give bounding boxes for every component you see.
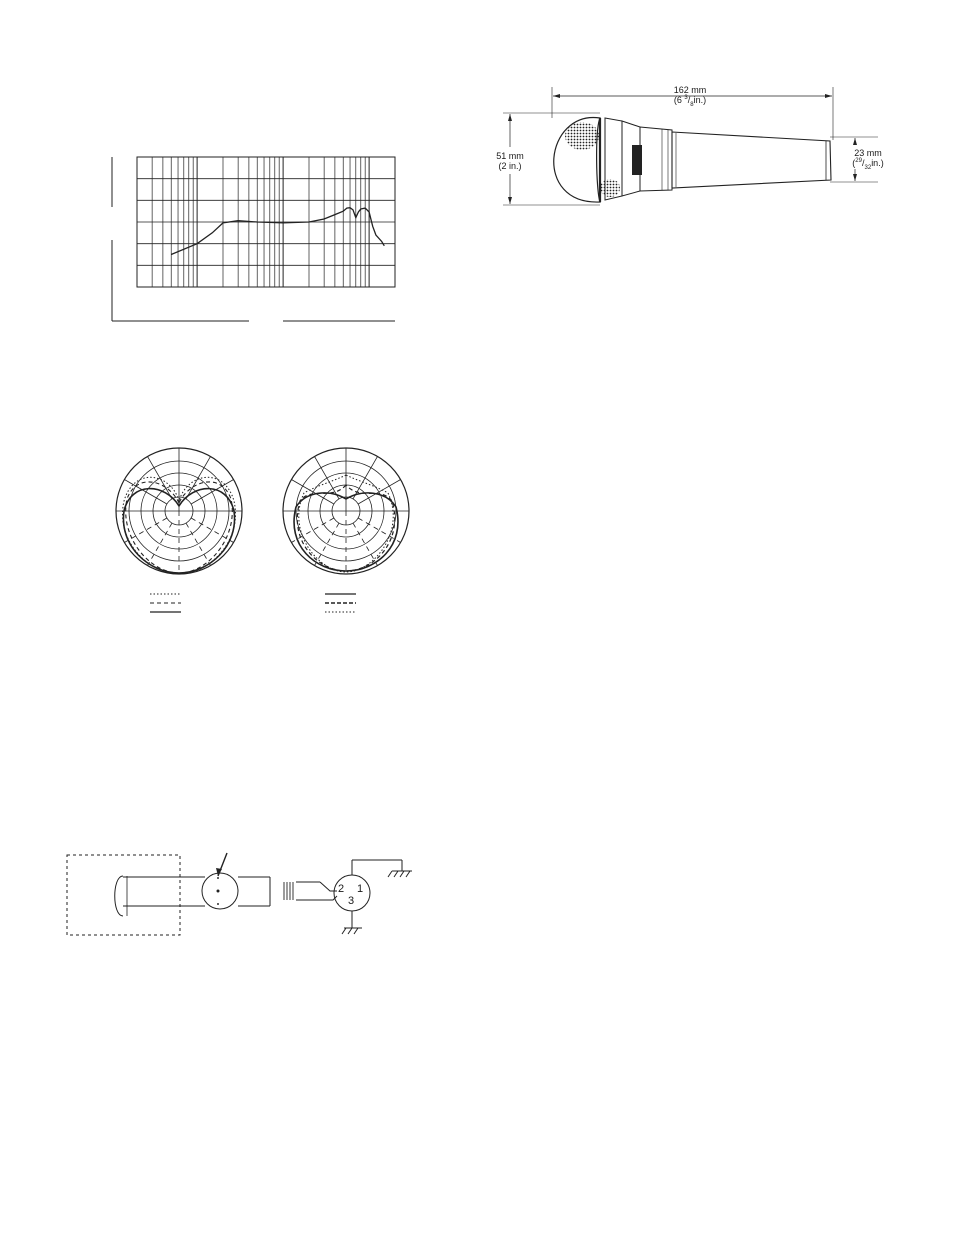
tail-dimension-label [852,148,884,171]
brand-badge [632,145,642,175]
xlr-pin-1-label: 1 [357,883,364,895]
ground-symbol [342,928,362,934]
head-mm: 51 mm [496,151,524,161]
polar-spoke [191,480,234,505]
arrowhead [825,94,832,98]
tail-inches: $(^{29}/_{32}in.)$ [852,158,884,171]
length-inches: (6 $^3/_8in$.) [673,95,707,108]
polar-spoke [124,518,167,543]
transformer-coil [284,882,293,900]
node-dot [217,890,219,892]
polar-spoke [358,480,401,505]
frequency-response-chart [112,157,395,321]
polar-spoke [353,523,378,566]
xlr-pin-3-label: 3 [348,895,355,907]
polar-spoke [186,523,211,566]
grille-mesh-upper [565,122,599,150]
microphone-neck [640,127,672,191]
arrowhead [553,94,560,98]
microphone-handle [672,132,831,188]
polar-legend-left [150,594,181,612]
polar-spoke [291,480,334,505]
ground-symbol [388,871,412,877]
cartridge-box [67,855,180,935]
tail-mm: 23 mm [854,148,882,158]
head-inches: (2 in.) [498,161,522,171]
arrowhead [853,138,857,145]
polar-pattern-left [116,448,242,574]
polar-spoke [186,456,211,499]
polar-spoke [148,523,173,566]
polar-spoke [124,480,167,505]
polar-spoke [191,518,234,543]
cartridge-element [115,876,123,916]
arrowhead [853,174,857,181]
length-mm: 162 mm [673,85,707,95]
polar-spoke [315,523,340,566]
arrowhead [508,197,512,204]
head-dimension-label [496,151,524,171]
polarity-node [202,873,238,909]
polar-pattern-right [283,448,409,574]
polar-spoke [358,518,401,543]
xlr-pin-2-label: 2 [338,883,345,895]
length-dimension-label [673,85,707,108]
arrowhead [508,114,512,121]
polar-grid-right [283,448,409,574]
polar-legend-right [325,594,356,612]
grille-mesh-lower [600,179,620,197]
polar-grid-left [116,448,242,574]
response-curve [171,208,384,255]
